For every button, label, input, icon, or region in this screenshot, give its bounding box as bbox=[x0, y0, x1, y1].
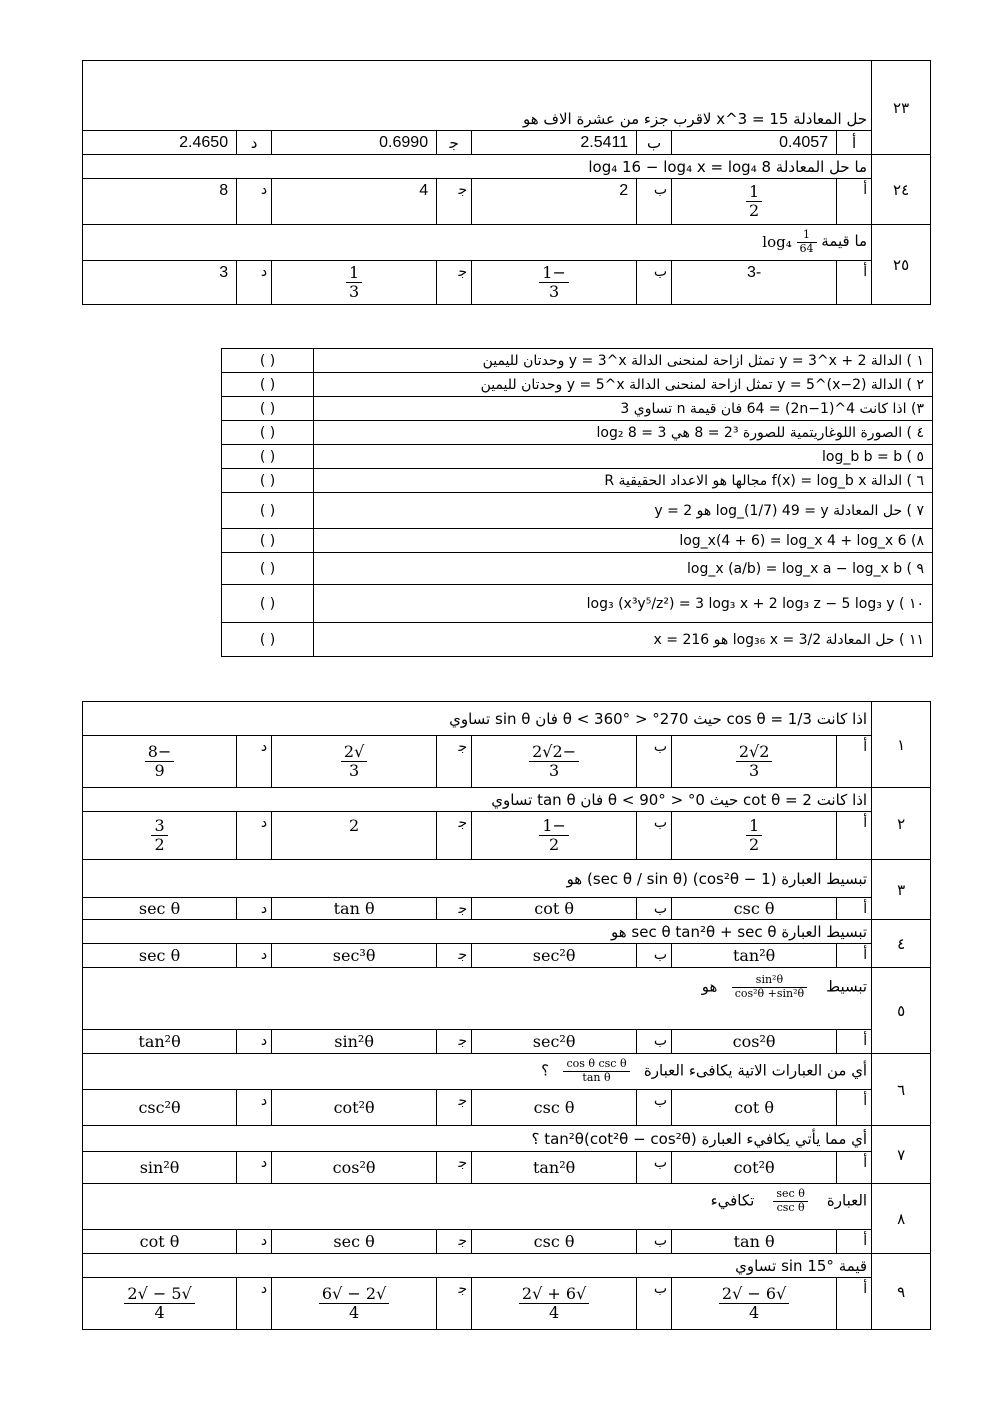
fraction: $\frac{1}{2}$ bbox=[746, 183, 762, 221]
options-row bbox=[83, 131, 931, 155]
question-9-row bbox=[83, 1254, 931, 1278]
option-b[interactable]: tan²θ bbox=[472, 1152, 637, 1184]
options-row bbox=[83, 1152, 931, 1184]
option-c[interactable]: sin²θ bbox=[272, 1030, 437, 1054]
option-c[interactable]: 0.6990 bbox=[272, 131, 437, 155]
tf-item-11 bbox=[222, 623, 933, 657]
option-d[interactable]: cot θ bbox=[83, 1230, 237, 1254]
question-3-row bbox=[83, 860, 931, 898]
tf-item-8 bbox=[222, 529, 933, 553]
option-c-letter: ﺟ bbox=[437, 179, 472, 225]
option-a[interactable]: tan θ bbox=[672, 1230, 837, 1254]
option-c-letter: ﺟ bbox=[437, 1152, 472, 1184]
question-number: ٣ bbox=[872, 860, 931, 920]
option-d[interactable]: 8 bbox=[83, 179, 237, 225]
tf-statement: ٤ ) الصورة اللوغاريتمية للصورة 2³ = 8 هي log₂ 8 = 3 bbox=[314, 421, 933, 445]
question-24-row bbox=[83, 155, 931, 179]
option-b[interactable]: $\frac{√6 + √2}{4}$ bbox=[472, 1278, 637, 1330]
option-a-letter: أ bbox=[837, 1278, 872, 1330]
option-d-letter: د bbox=[237, 261, 272, 305]
question-number: ٢ bbox=[872, 788, 931, 860]
tf-item-9 bbox=[222, 553, 933, 585]
tf-answer-box[interactable]: ( ) bbox=[222, 493, 314, 529]
option-a[interactable]: cot²θ bbox=[672, 1152, 837, 1184]
question-number: ٨ bbox=[872, 1184, 931, 1254]
tf-statement: ٨) log_x(4 + 6) = log_x 4 + log_x 6 bbox=[314, 529, 933, 553]
tf-statement: ٢ ) الدالة y = 5^(x−2) تمثل ازاحة لمنحنى الدالة y = 5^x وحدتان لليمين bbox=[314, 373, 933, 397]
option-a-letter: أ bbox=[837, 898, 872, 920]
option-b[interactable]: cot θ bbox=[472, 898, 637, 920]
options-row bbox=[83, 1090, 931, 1126]
option-d-letter: د bbox=[237, 1278, 272, 1330]
option-d-letter: د bbox=[237, 812, 272, 860]
question-number: ١ bbox=[872, 702, 931, 788]
question-text: ما قيمة log₄ $\frac{1}{64}$ bbox=[83, 225, 872, 261]
option-d[interactable]: sec θ bbox=[83, 898, 237, 920]
option-b[interactable]: sec²θ bbox=[472, 1030, 637, 1054]
option-d[interactable]: tan²θ bbox=[83, 1030, 237, 1054]
option-b-letter: ب bbox=[637, 1030, 672, 1054]
option-a[interactable]: cos²θ bbox=[672, 1030, 837, 1054]
tf-item-2 bbox=[222, 373, 933, 397]
tf-statement: ١ ) الدالة y = 3^x + 2 تمثل ازاحة لمنحنى الدالة y = 3^x وحدتان لليمين bbox=[314, 349, 933, 373]
option-c-letter: ﺟ bbox=[437, 1030, 472, 1054]
option-d-letter: د bbox=[237, 1090, 272, 1126]
tf-item-5 bbox=[222, 445, 933, 469]
tf-item-4 bbox=[222, 421, 933, 445]
option-b[interactable]: 2.5411 bbox=[472, 131, 637, 155]
question-2-row bbox=[83, 788, 931, 812]
option-c[interactable] bbox=[272, 261, 437, 305]
tf-statement: ٧ ) حل المعادلة log_(1/7) 49 = y هو y = 2 bbox=[314, 493, 933, 529]
tf-answer-box[interactable]: ( ) bbox=[222, 421, 314, 445]
option-a-letter: أ bbox=[837, 1230, 872, 1254]
tf-answer-box[interactable]: ( ) bbox=[222, 373, 314, 397]
option-b-letter: ب bbox=[637, 898, 672, 920]
tf-item-1 bbox=[222, 349, 933, 373]
option-d[interactable]: $\frac{-8}{9}$ bbox=[83, 736, 237, 788]
true-false-table bbox=[221, 348, 933, 657]
mcq-table-top bbox=[82, 60, 931, 305]
option-d-letter: د bbox=[237, 1030, 272, 1054]
question-number: ٦ bbox=[872, 1054, 931, 1126]
option-a[interactable]: csc θ bbox=[672, 898, 837, 920]
question-number: ٥ bbox=[872, 968, 931, 1054]
option-b[interactable] bbox=[472, 261, 637, 305]
option-c[interactable]: 4 bbox=[272, 179, 437, 225]
question-7-row bbox=[83, 1126, 931, 1152]
option-a-letter: أ bbox=[837, 812, 872, 860]
tf-statement: ٩ ) log_x (a/b) = log_x a − log_x b bbox=[314, 553, 933, 585]
option-a[interactable]: tan²θ bbox=[672, 944, 837, 968]
option-b-letter: ب bbox=[637, 1152, 672, 1184]
option-c[interactable]: 2 bbox=[272, 812, 437, 860]
option-c-letter: ﺟ bbox=[437, 261, 472, 305]
question-number: ٧ bbox=[872, 1126, 931, 1184]
option-a-letter: أ bbox=[837, 944, 872, 968]
options-row bbox=[83, 736, 931, 788]
option-b-letter: ب bbox=[637, 1090, 672, 1126]
question-4-row bbox=[83, 920, 931, 944]
question-6-row bbox=[83, 1054, 931, 1090]
option-d-letter: د bbox=[237, 179, 272, 225]
option-b-letter: ب bbox=[637, 812, 672, 860]
option-a[interactable]: 0.4057 bbox=[672, 131, 837, 155]
question-25-row bbox=[83, 225, 931, 261]
question-text: تبسيط العبارة (1 − cos²θ) (sec θ / sin θ) هو bbox=[83, 860, 872, 898]
option-a-letter: أ bbox=[837, 736, 872, 788]
options-row bbox=[83, 944, 931, 968]
question-text: تبسيط $\frac{\text{sin²θ}}{\text{cos²θ +sin²θ}}$ هو bbox=[83, 968, 872, 1030]
tf-answer-box[interactable]: ( ) bbox=[222, 469, 314, 493]
tf-answer-box[interactable]: ( ) bbox=[222, 349, 314, 373]
option-c-letter: ﺟ bbox=[437, 1278, 472, 1330]
question-number: ٩ bbox=[872, 1254, 931, 1330]
option-c-letter: ﺟ bbox=[437, 812, 472, 860]
option-c[interactable]: $\frac{√2}{3}$ bbox=[272, 736, 437, 788]
option-b-letter: ب bbox=[637, 736, 672, 788]
option-c[interactable]: sec³θ bbox=[272, 944, 437, 968]
tf-statement: ١١ ) حل المعادلة log₃₆ x = 3/2 هو x = 216 bbox=[314, 623, 933, 657]
option-d[interactable]: sin²θ bbox=[83, 1152, 237, 1184]
question-23-row bbox=[83, 61, 931, 131]
option-d-letter: د bbox=[237, 736, 272, 788]
option-c-letter: ﺟ bbox=[437, 898, 472, 920]
option-c-letter: ﺟ bbox=[437, 131, 472, 155]
option-b[interactable]: 2 bbox=[472, 179, 637, 225]
question-number: ٢٣ bbox=[872, 61, 931, 155]
options-row bbox=[83, 1230, 931, 1254]
tf-answer-box[interactable]: ( ) bbox=[222, 445, 314, 469]
question-text: العبارة $\frac{\text{sec θ}}{\text{csc θ}}$ تكافيء bbox=[83, 1184, 872, 1230]
fraction: $\frac{-1}{3}$ bbox=[539, 264, 569, 302]
option-a[interactable]: -3 bbox=[672, 261, 837, 305]
tf-answer-box[interactable]: ( ) bbox=[222, 397, 314, 421]
fraction: $\frac{1}{3}$ bbox=[346, 264, 362, 302]
option-d[interactable]: csc²θ bbox=[83, 1090, 237, 1126]
options-row bbox=[83, 1278, 931, 1330]
tf-answer-box[interactable]: ( ) bbox=[222, 553, 314, 585]
question-number: ٢٤ bbox=[872, 155, 931, 225]
option-c[interactable]: sec θ bbox=[272, 1230, 437, 1254]
option-b[interactable]: sec²θ bbox=[472, 944, 637, 968]
mcq-table-trig bbox=[82, 701, 931, 1330]
question-1-row bbox=[83, 702, 931, 736]
question-text: حل المعادلة 15 = 3^x لاقرب جزء من عشرة الاف هو bbox=[83, 61, 872, 131]
option-c[interactable]: $\frac{√2 - √6}{4}$ bbox=[272, 1278, 437, 1330]
tf-answer-box[interactable]: ( ) bbox=[222, 585, 314, 623]
question-number: ٢٥ bbox=[872, 225, 931, 305]
option-a[interactable]: $\frac{2√2}{3}$ bbox=[672, 736, 837, 788]
tf-statement: ٣) اذا كانت 4^(2n−1) = 64 فان قيمة n تساوي 3 bbox=[314, 397, 933, 421]
option-b-letter: ب bbox=[637, 131, 672, 155]
option-c[interactable]: tan θ bbox=[272, 898, 437, 920]
option-c-letter: ﺟ bbox=[437, 1090, 472, 1126]
option-a[interactable]: cot θ bbox=[672, 1090, 837, 1126]
option-d-letter: د bbox=[237, 131, 272, 155]
question-8-row bbox=[83, 1184, 931, 1230]
question-5-row bbox=[83, 968, 931, 1030]
tf-statement: ٦ ) الدالة f(x) = log_b x مجالها هو الاعداد الحقيقية R bbox=[314, 469, 933, 493]
option-b[interactable]: $\frac{-2√2}{3}$ bbox=[472, 736, 637, 788]
tf-statement: ٥ ) log_b b = b bbox=[314, 445, 933, 469]
option-c[interactable]: cot²θ bbox=[272, 1090, 437, 1126]
options-row bbox=[83, 812, 931, 860]
option-d[interactable]: 2.4650 bbox=[83, 131, 237, 155]
question-text: قيمة sin 15° تساوي bbox=[83, 1254, 872, 1278]
options-row bbox=[83, 898, 931, 920]
question-text: ما حل المعادلة log₄ 16 − log₄ x = log₄ 8 bbox=[83, 155, 872, 179]
option-d-letter: د bbox=[237, 1152, 272, 1184]
question-number: ٤ bbox=[872, 920, 931, 968]
option-a-letter: أ bbox=[837, 261, 872, 305]
option-b-letter: ب bbox=[637, 261, 672, 305]
option-a-letter: أ bbox=[837, 1030, 872, 1054]
option-a-letter: أ bbox=[837, 131, 872, 155]
question-text: أي مما يأتي يكافيء العبارة tan²θ(cot²θ − cos²θ) ؟ bbox=[83, 1126, 872, 1152]
tf-statement: ١٠ ) log₃ (x³y⁵/z²) = 3 log₃ x + 2 log₃ z − 5 log₃ y bbox=[314, 585, 933, 623]
tf-item-10 bbox=[222, 585, 933, 623]
options-row bbox=[83, 1030, 931, 1054]
option-d[interactable]: $\frac{√5 - √2}{4}$ bbox=[83, 1278, 237, 1330]
option-a-letter: أ bbox=[837, 1152, 872, 1184]
question-text: اذا كانت cos θ = 1/3 حيث 270° < θ < 360° فان sin θ تساوي bbox=[83, 702, 872, 736]
option-d[interactable]: $\frac{3}{2}$ bbox=[83, 812, 237, 860]
tf-answer-box[interactable]: ( ) bbox=[222, 529, 314, 553]
option-c-letter: ﺟ bbox=[437, 736, 472, 788]
option-b-letter: ب bbox=[637, 1230, 672, 1254]
option-a[interactable] bbox=[672, 179, 837, 225]
option-a[interactable]: $\frac{1}{2}$ bbox=[672, 812, 837, 860]
option-d-letter: د bbox=[237, 898, 272, 920]
option-b[interactable]: csc θ bbox=[472, 1230, 637, 1254]
option-b-letter: ب bbox=[637, 1278, 672, 1330]
option-d[interactable]: sec θ bbox=[83, 944, 237, 968]
option-b[interactable]: csc θ bbox=[472, 1090, 637, 1126]
option-a-letter: أ bbox=[837, 1090, 872, 1126]
question-text: تبسيط العبارة sec θ tan²θ + sec θ هو bbox=[83, 920, 872, 944]
option-d[interactable]: 3 bbox=[83, 261, 237, 305]
option-d-letter: د bbox=[237, 1230, 272, 1254]
option-b-letter: ب bbox=[637, 944, 672, 968]
option-d-letter: د bbox=[237, 944, 272, 968]
tf-item-6 bbox=[222, 469, 933, 493]
tf-item-3 bbox=[222, 397, 933, 421]
option-c-letter: ﺟ bbox=[437, 1230, 472, 1254]
options-row bbox=[83, 179, 931, 225]
option-a[interactable]: $\frac{√6 - √2}{4}$ bbox=[672, 1278, 837, 1330]
option-c-letter: ﺟ bbox=[437, 944, 472, 968]
option-c[interactable]: cos²θ bbox=[272, 1152, 437, 1184]
option-a-letter: أ bbox=[837, 179, 872, 225]
option-b-letter: ب bbox=[637, 179, 672, 225]
tf-answer-box[interactable]: ( ) bbox=[222, 623, 314, 657]
question-text: أي من العبارات الاتية يكافىء العبارة $\frac{\text{cos θ csc θ}}{\text{tan θ}}$ ؟ bbox=[83, 1054, 872, 1090]
question-text: اذا كانت cot θ = 2 حيث 0° < θ < 90° فان tan θ تساوي bbox=[83, 788, 872, 812]
option-b[interactable]: $\frac{-1}{2}$ bbox=[472, 812, 637, 860]
tf-item-7 bbox=[222, 493, 933, 529]
options-row bbox=[83, 261, 931, 305]
